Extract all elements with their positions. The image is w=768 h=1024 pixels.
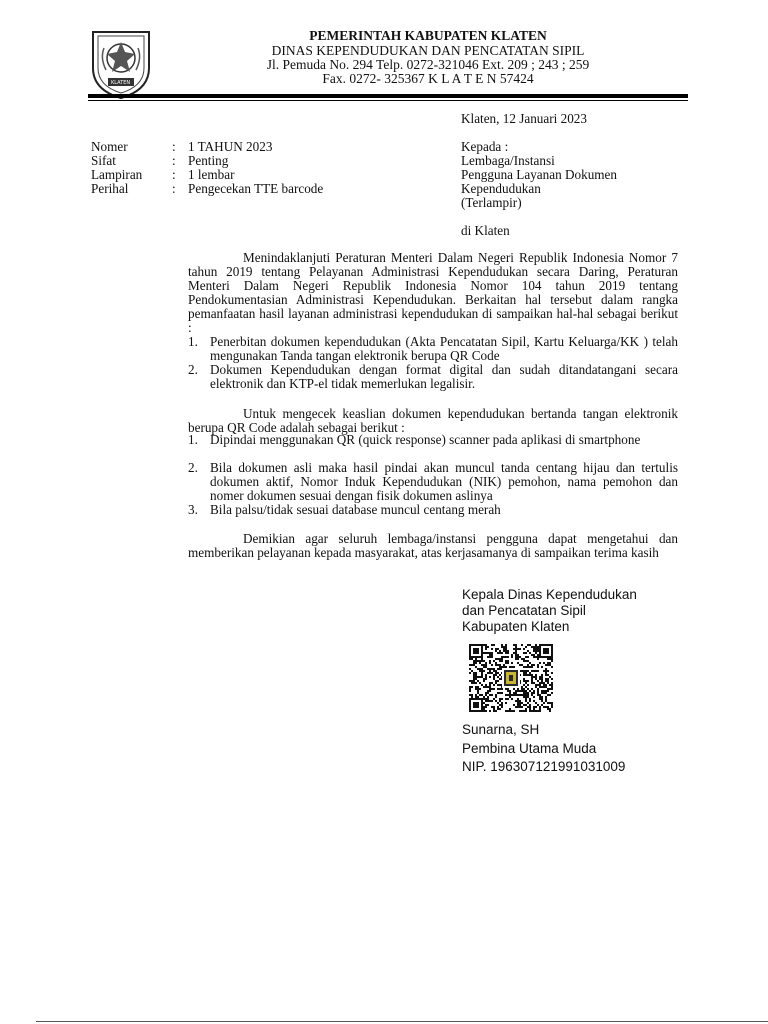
signatory-title: Kabupaten Klaten [462, 619, 570, 634]
list-item [188, 503, 678, 517]
signatory-title: Kepala Dinas Kependudukan [462, 587, 637, 602]
signatory-rank: Pembina Utama Muda [462, 741, 597, 756]
letterhead-divider-thick [88, 94, 688, 98]
letterhead-government: PEMERINTAH KABUPATEN KLATEN [309, 28, 547, 43]
letterhead-address: Jl. Pemuda No. 294 Telp. 0272-321046 Ext. 209 ; 243 ; 259 [266, 57, 590, 72]
letterhead-office: DINAS KEPENDUDUKAN DAN PENCATATAN SIPIL [271, 43, 585, 58]
list-text: Penerbitan dokumen kependudukan (Akta Pencatatan Sipil, Kartu Keluarga/KK ) telah mengunakan Tanda tangan elektronik berupa QR Code [210, 334, 678, 363]
check-intro-paragraph [188, 407, 678, 435]
signatory-name: Sunarna, SH [462, 722, 540, 737]
list-item [188, 363, 678, 391]
list-text: Bila dokumen asli maka hasil pindai akan muncul tanda centang hijau dan tertulis dokumen aktif, Nomor Induk Kependudukan (NIK) pemohon, nama pemohon dan nomer dokumen sesuai dengan fisik dokumen aslinya [210, 460, 678, 503]
check-intro-text: Untuk mengecek keaslian dokumen kependudukan bertanda tangan elektronik berupa QR Code adalah sebagai berikut : [188, 406, 678, 435]
meta-value: 1 lembar [188, 167, 235, 182]
recipient-line: (Terlampir) [461, 195, 522, 210]
letter-date: Klaten, 12 Januari 2023 [461, 111, 587, 126]
meta-label: Nomer [91, 139, 128, 154]
meta-colon: : [172, 181, 176, 196]
list-number: 1. [188, 432, 198, 447]
list-item [188, 335, 678, 363]
signatory-title: dan Pencatatan Sipil [462, 603, 586, 618]
meta-value: 1 TAHUN 2023 [188, 139, 273, 154]
list-number: 1. [188, 334, 198, 349]
recipient-heading: Kepada : [461, 139, 509, 154]
intro-text: Menindaklanjuti Peraturan Menteri Dalam Negeri Republik Indonesia Nomor 7 tahun 2019 tentang Pelayanan Administrasi Kependudukan secara Daring, Peraturan Menteri Dalam Negeri Republik Indonesia Nomor 104 tahun 2019 tentang Pendokumentasian Administrasi Kependudukan. Berkaitan hal tersebut dalam rangka pemanfaatan hasil layanan administrasi kependudukan di sampaikan hal-hal sebagai berikut : [188, 250, 678, 335]
signatory-nip: NIP. 196307121991031009 [462, 759, 626, 774]
meta-label: Perihal [91, 181, 129, 196]
recipient-line: Kependudukan [461, 181, 541, 196]
intro-paragraph [188, 251, 678, 335]
closing-text: Demikian agar seluruh lembaga/instansi pengguna dapat mengetahui dan memberikan pelayanan kepada masyarakat, atas kerjasamanya di sampaikan terima kasih [188, 531, 678, 560]
meta-value: Pengecekan TTE barcode [188, 181, 324, 196]
page-bottom-line [36, 1021, 768, 1022]
list-number: 2. [188, 362, 198, 377]
list-item [188, 461, 678, 503]
meta-colon: : [172, 153, 176, 168]
meta-label: Sifat [91, 153, 116, 168]
closing-paragraph [188, 532, 678, 560]
meta-label: Lampiran [91, 167, 143, 182]
letterhead-divider-thin [88, 100, 688, 101]
meta-colon: : [172, 139, 176, 154]
list-text: Bila palsu/tidak sesuai database muncul centang merah [210, 502, 501, 517]
recipient-line: Pengguna Layanan Dokumen [461, 167, 618, 182]
recipient-place: di Klaten [461, 223, 510, 238]
meta-value: Penting [188, 153, 229, 168]
list-text: Dokumen Kependudukan dengan format digital dan sudah ditandatangani secara elektronik dan KTP-el tidak memerlukan legalisir. [210, 362, 678, 391]
list-number: 2. [188, 460, 198, 475]
letterhead-fax: Fax. 0272- 325367 K L A T E N 57424 [322, 71, 534, 86]
list-item [188, 433, 678, 447]
emblem-text: KLATEN [111, 80, 131, 86]
signature-qr-code [469, 644, 553, 717]
meta-colon: : [172, 167, 176, 182]
list-text: Dipindai menggunakan QR (quick response) scanner pada aplikasi di smartphone [210, 432, 641, 447]
regency-emblem-logo [88, 28, 154, 100]
list-number: 3. [188, 502, 198, 517]
recipient-line: Lembaga/Instansi [461, 153, 555, 168]
